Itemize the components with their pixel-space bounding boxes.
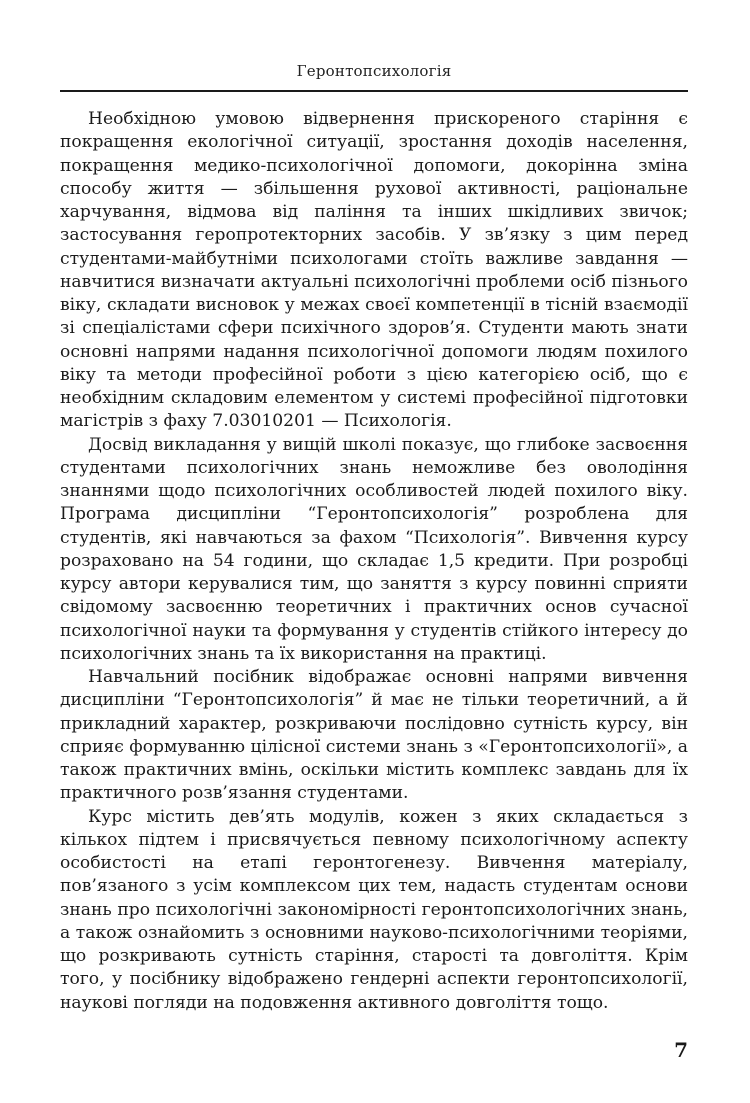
paragraph: Необхідною умовою відвернення прискореного старіння є покращення екологічної ситуації, зростання доходів населення, покращення медико-психологічної допомоги, докорінна зміна способу життя — збільшення рухової активності, раціональне харчування, відмова від паління та інших шкідливих звичок; застосування геропротекторних засобів. У зв’язку з цим перед студентами-майбутніми психологами стоїть важливе завдання — навчитися визначати актуальні психологічні проблеми осіб пізнього віку, складати висновок у межах своєї компетенції в тісній взаємодії зі спеціалістами сфери психічного здоров’я. Студенти мають знати основні напрями надання психологічної допомоги людям похилого віку та методи професійної роботи з цією категорією осіб, що є необхідним складовим елементом у системі професійної підготовки магістрів з фаху 7.03010201 — Психологія. [60,109,688,432]
paragraph: Навчальний посібник відображає основні напрями вивчення дисципліни “Геронтопсихологія” й має не тільки теоретичний, а й прикладний характер, розкриваючи послідовно сутність курсу, він сприяє формуванню цілісної системи знань з «Геронтопсихології», а також практичних вмінь, оскільки містить комплекс завдань для їх практичного розв’язання студентами. [60,667,688,804]
running-header: Геронтопсихологія [296,62,452,80]
paragraph: Досвід викладання у вищій школі показує, що глибоке засвоєння студентами психологічних знань неможливе без оволодіння знаннями щодо психологічних особливостей людей похилого віку. Програма дисципліни “Геронтопсихологія” розроблена для студентів, які навчаються за фахом “Психологія”. Вивчення курсу розраховано на 54 години, що складає 1,5 кредити. При розробці курсу автори керувалися тим, що заняття з курсу повинні сприяти свідомому засвоєнню теоретичних і практичних основ сучасної психологічної науки та формування у студентів стійкого інтересу до психологічних знань та їх використання на практиці. [60,434,688,664]
header-rule [60,90,688,92]
paragraph: Курс містить дев’ять модулів, кожен з яких складається з кількох підтем і присвячується певному психологічному аспекту особистості на етапі геронтогенезу. Вивчення матеріалу, пов’язаного з усім комплексом цих тем, надасть студентам основи знань про психологічні закономірності геронтопсихологічних знань, а також ознайомить з основними науково-психологічними теоріями, що розкривають сутність старіння, старості та довголіття. Крім того, у посібнику відображено гендерні аспекти геронтопсихології, наукові погляди на подовження активного довголіття тощо. [60,806,688,1013]
page-number: 7 [674,1038,688,1062]
body-text [60,108,688,1015]
